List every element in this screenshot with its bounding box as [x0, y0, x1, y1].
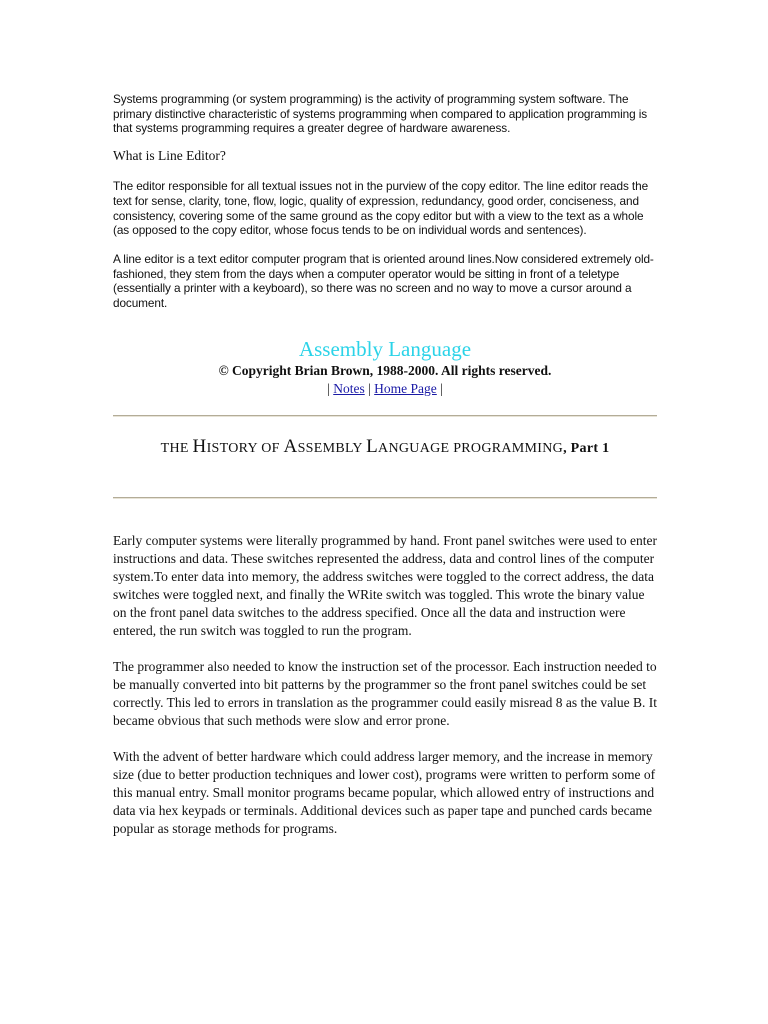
nav-separator: | [440, 380, 443, 396]
heading-initial: L [366, 435, 379, 457]
copyright-notice: © Copyright Brian Brown, 1988-2000. All rights reserved. [218, 362, 552, 378]
heading-word [366, 435, 450, 457]
line-editor-description: A line editor is a text editor computer program that is oriented around lines.Now considered extremely old-fashioned, they stem from the days when a computer operator would be sitting in front of a teletype (essentially a printer with a keyboard), so there was no screen and no way to move a cursor around a document. [113, 251, 654, 311]
home-page-link[interactable]: Home Page [374, 380, 437, 396]
heading-rest: ANGUAGE [378, 440, 450, 456]
heading-word [192, 435, 258, 457]
line-editor-question: What is Line Editor? [113, 148, 226, 164]
notes-link[interactable]: Notes [333, 380, 365, 396]
heading-rest: ISTORY [206, 440, 258, 456]
heading-rest: SSEMBLY [297, 440, 363, 456]
nav-links [113, 381, 657, 397]
intro-paragraph: Systems programming (or system programming) is the activity of programming system software. The primary distinctive characteristic of systems programming when compared to application programming is that systems programming requires a greater degree of hardware awareness. [113, 92, 648, 136]
page-title: Assembly Language [298, 336, 472, 361]
article-paragraph: With the advent of better hardware which could address larger memory, and the increase in memory size (due to better production techniques and lower cost), programs were written to perform some of this manual entry. Small monitor programs became popular, which allowed entry of instructions and data via hex keypads or terminals. Additional devices such as paper tape and punched cards became popular as storage methods for programs. [113, 748, 656, 836]
heading-word: PROGRAMMING [453, 440, 564, 456]
heading-word: OF [261, 440, 280, 456]
heading-initial: A [283, 435, 298, 457]
article-paragraph: The programmer also needed to know the instruction set of the processor. Each instruction needed to be manually converted into bit patterns by the programmer so the front panel switches could be set correctly. This led to errors in translation as the programmer could easily misread 8 as the value B. It became obvious that such methods were slow and error prone. [113, 658, 657, 728]
divider-top [113, 415, 657, 417]
document-page [113, 92, 657, 838]
heading-word [283, 435, 363, 457]
nav-separator: | [368, 380, 371, 396]
heading-suffix: , Part 1 [563, 440, 610, 456]
divider-bottom [113, 497, 657, 499]
nav-separator: | [327, 380, 330, 396]
line-editor-definition: The editor responsible for all textual issues not in the purview of the copy editor. The line editor reads the text for sense, clarity, tone, flow, logic, quality of expression, redundancy, good order, conciseness, and consistency, covering some of the same ground as the copy editor but with a view to the text as a whole (as opposed to the copy editor, whose focus tends to be on individual words and sentences). [113, 179, 649, 238]
heading-word: THE [160, 440, 189, 456]
article-paragraph: Early computer systems were literally programmed by hand. Front panel switches were used to enter instructions and data. These switches represented the address, data and control lines of the computer system.To enter data into memory, the address switches were toggled to the correct address, the data switches were toggled next, and finally the WRite switch was toggled. This wrote the binary value on the front panel data switches to the address specified. Once all the data and instruction were entered, the run switch was toggled to run the program. [113, 532, 657, 638]
section-heading [113, 437, 657, 459]
heading-initial: H [192, 435, 207, 457]
